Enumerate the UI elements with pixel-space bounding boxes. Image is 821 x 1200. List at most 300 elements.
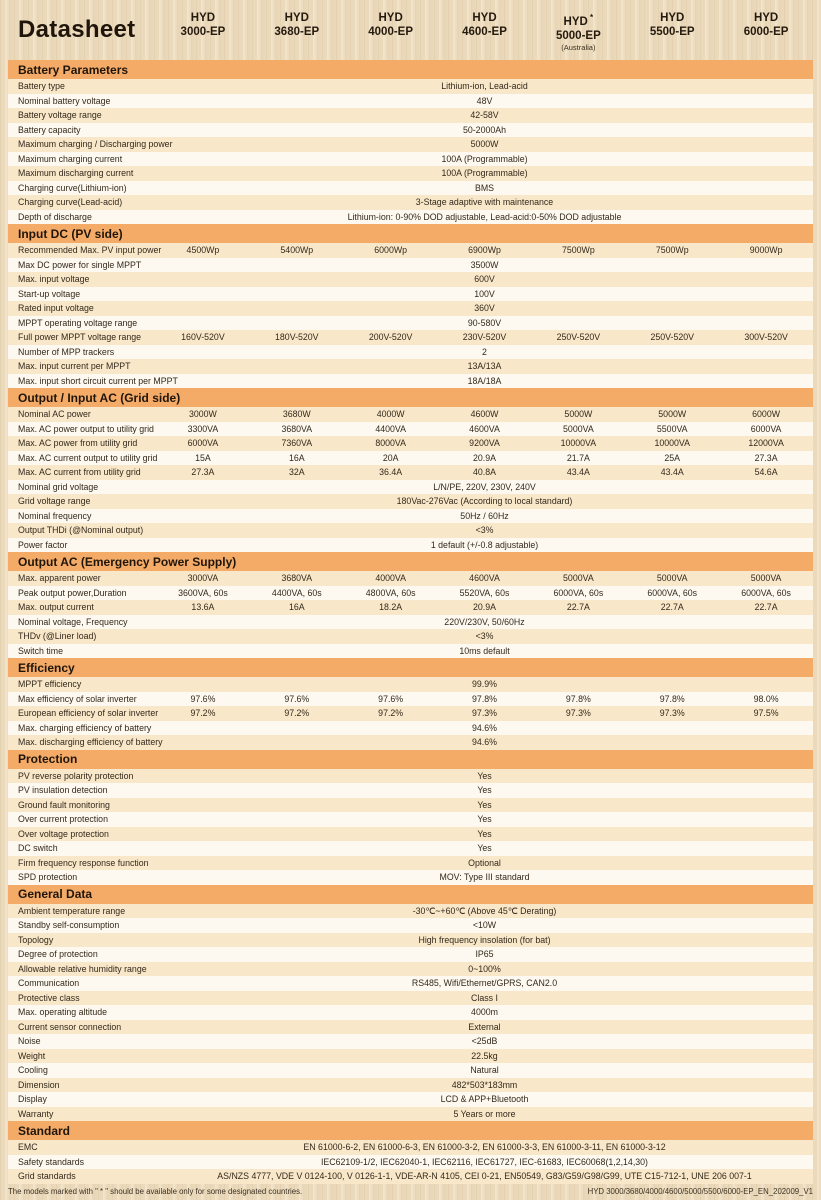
- spec-row: [8, 330, 813, 345]
- spec-label: Battery capacity: [18, 124, 81, 135]
- spec-value: <3%: [475, 631, 494, 642]
- spec-label: Cooling: [18, 1065, 48, 1076]
- spec-value: 200V-520V: [368, 332, 413, 343]
- spec-label: Warranty: [18, 1108, 54, 1119]
- spec-value: 48V: [476, 95, 493, 106]
- spec-row: [8, 629, 813, 644]
- spec-value: 5000VA: [750, 573, 782, 584]
- spec-value: 6000VA: [187, 438, 219, 449]
- spec-row: [8, 1020, 813, 1035]
- spec-row: [8, 1063, 813, 1078]
- spec-value: Natural: [470, 1065, 499, 1076]
- spec-label: Recommended Max. PV input power: [18, 245, 162, 256]
- spec-row: [8, 991, 813, 1006]
- spec-values: [156, 525, 813, 535]
- model-name: HYD: [378, 12, 403, 24]
- spec-label: Number of MPP trackers: [18, 346, 115, 357]
- spec-value: IP65: [475, 949, 494, 960]
- spec-value: 18.2A: [379, 602, 403, 613]
- model-name: HYD: [190, 12, 216, 24]
- spec-label: Maximum discharging current: [18, 168, 134, 179]
- spec-values: [156, 737, 813, 747]
- spec-values: [156, 708, 813, 718]
- spec-value: External: [468, 1021, 501, 1032]
- spec-value: 22.7A: [754, 602, 778, 613]
- spec-value: 1 default (+/-0.8 adjustable): [430, 539, 539, 550]
- spec-label: Nominal grid voltage: [18, 481, 99, 492]
- spec-values: [156, 511, 813, 521]
- spec-row: [8, 137, 813, 152]
- section-title: Input DC (PV side): [8, 224, 813, 243]
- spec-value: 4600W: [470, 409, 499, 420]
- spec-value: 90-580V: [467, 317, 502, 328]
- model-column-6000-ep: [719, 0, 813, 60]
- spec-values: [156, 1051, 813, 1061]
- spec-value: 9000Wp: [749, 245, 783, 256]
- spec-values: [156, 573, 813, 583]
- spec-value: 27.3A: [754, 452, 778, 463]
- spec-label: Max. output current: [18, 602, 94, 613]
- spec-row: [8, 1005, 813, 1020]
- spec-row: [8, 509, 813, 524]
- spec-values: [156, 723, 813, 733]
- spec-value: 4000W: [376, 409, 405, 420]
- model-number: 4600-EP: [462, 26, 507, 38]
- spec-label: Nominal battery voltage: [18, 95, 111, 106]
- spec-value: 97.8%: [472, 693, 497, 704]
- spec-value: 4800VA, 60s: [365, 587, 416, 598]
- spec-values: [156, 1142, 813, 1152]
- spec-label: Current sensor connection: [18, 1021, 122, 1032]
- spec-values: [156, 197, 813, 207]
- spec-label: Over current protection: [18, 814, 108, 825]
- section-title: Efficiency: [8, 658, 813, 677]
- spec-values: [156, 978, 813, 988]
- spec-value: 3680VA: [281, 423, 313, 434]
- page-footer: [8, 1184, 813, 1200]
- spec-values: [156, 785, 813, 795]
- spec-label: Weight: [18, 1050, 46, 1061]
- spec-value: 5000W: [658, 409, 687, 420]
- page-title: Datasheet: [18, 16, 136, 43]
- spec-value: 50Hz / 60Hz: [460, 510, 509, 521]
- spec-row: [8, 1140, 813, 1155]
- model-number: 4000-EP: [368, 26, 414, 38]
- spec-label: MPPT efficiency: [18, 679, 82, 690]
- spec-value: 6000VA, 60s: [647, 587, 698, 598]
- spec-values: [156, 438, 813, 448]
- spec-value: 5000VA: [656, 573, 688, 584]
- spec-values: [156, 906, 813, 916]
- spec-values: [156, 154, 813, 164]
- section-efficiency: [8, 658, 813, 750]
- spec-value: 43.4A: [566, 467, 590, 478]
- spec-table: [8, 60, 813, 1184]
- spec-label: Degree of protection: [18, 949, 98, 960]
- spec-values: [156, 347, 813, 357]
- spec-value: 13.6A: [191, 602, 215, 613]
- section-output-input-ac-grid-side: [8, 388, 813, 552]
- spec-row: [8, 166, 813, 181]
- spec-value: 100A (Programmable): [441, 153, 528, 164]
- section-protection: [8, 750, 813, 885]
- spec-label: Display: [18, 1094, 47, 1105]
- spec-value: 3300VA: [187, 423, 219, 434]
- spec-row: [8, 769, 813, 784]
- section-title: Standard: [8, 1121, 813, 1140]
- spec-value: 97.3%: [659, 708, 685, 719]
- spec-row: [8, 523, 813, 538]
- spec-values: [156, 631, 813, 641]
- spec-value: 25A: [664, 452, 681, 463]
- spec-value: 7500Wp: [561, 245, 595, 256]
- spec-label: Max DC power for single MPPT: [18, 259, 142, 270]
- spec-value: 54.6A: [754, 467, 778, 478]
- model-column-5000-ep: [531, 0, 625, 60]
- spec-row: [8, 210, 813, 225]
- spec-value: -30℃~+60℃ (Above 45℃ Derating): [412, 905, 557, 916]
- spec-value: 10000VA: [560, 438, 597, 449]
- spec-row: [8, 812, 813, 827]
- spec-values: [156, 540, 813, 550]
- spec-row: [8, 947, 813, 962]
- spec-label: Protective class: [18, 992, 80, 1003]
- spec-row: [8, 123, 813, 138]
- spec-label: PV insulation detection: [18, 785, 108, 796]
- spec-row: [8, 721, 813, 736]
- spec-value: 27.3A: [191, 467, 215, 478]
- spec-value: 20A: [382, 452, 399, 463]
- spec-value: 2: [482, 346, 487, 357]
- spec-value: 6000W: [752, 409, 781, 420]
- spec-value: 20.9A: [473, 452, 496, 463]
- spec-row: [8, 962, 813, 977]
- spec-value: Yes: [477, 799, 492, 810]
- spec-value: 6900Wp: [468, 245, 501, 256]
- spec-value: 160V-520V: [181, 332, 225, 343]
- spec-values: [156, 125, 813, 135]
- section-standard: [8, 1121, 813, 1184]
- spec-value: 6000VA: [750, 423, 782, 434]
- spec-label: Full power MPPT voltage range: [18, 332, 142, 343]
- spec-values: [156, 260, 813, 270]
- spec-value: Class I: [471, 992, 498, 1003]
- spec-values: [156, 1007, 813, 1017]
- spec-label: Noise: [18, 1036, 41, 1047]
- spec-row: [8, 465, 813, 480]
- spec-value: MOV: Type III standard: [439, 872, 530, 883]
- spec-row: [8, 783, 813, 798]
- spec-row: [8, 918, 813, 933]
- spec-values: [156, 588, 813, 598]
- spec-value: AS/NZS 4777, VDE V 0124-100, V 0126-1-1, VDE-AR-N 4105, CEI 0-21, EN50549, G83/G59/G98/G99, UTE C15-712-1, UNE 206 007-1: [217, 1171, 752, 1182]
- model-name: HYD: [753, 12, 779, 24]
- spec-values: [156, 1022, 813, 1032]
- spec-value: 13A/13A: [467, 361, 502, 372]
- spec-values: [156, 453, 813, 463]
- spec-value: BMS: [474, 182, 495, 193]
- spec-value: 9200VA: [469, 438, 500, 449]
- spec-label: Start-up voltage: [18, 288, 81, 299]
- spec-label: Over voltage protection: [18, 828, 109, 839]
- spec-row: [8, 586, 813, 601]
- spec-values: [156, 1094, 813, 1104]
- spec-value: 4400VA, 60s: [271, 587, 322, 598]
- spec-label: Max. charging efficiency of battery: [18, 722, 152, 733]
- spec-value: Optional: [468, 857, 501, 868]
- spec-value: 3-Stage adaptive with maintenance: [415, 197, 554, 208]
- spec-value: 4000m: [471, 1007, 498, 1018]
- spec-values: [156, 1109, 813, 1119]
- spec-value: 5000VA: [563, 573, 594, 584]
- spec-label: Max. AC power output to utility grid: [18, 423, 154, 434]
- spec-value: Yes: [477, 785, 492, 796]
- model-number: 3680-EP: [274, 26, 320, 38]
- spec-values: [156, 361, 813, 371]
- spec-value: 3500W: [470, 259, 499, 270]
- spec-value: 10000VA: [654, 438, 690, 449]
- spec-values: [156, 274, 813, 284]
- spec-row: [8, 827, 813, 842]
- spec-values: [156, 1065, 813, 1075]
- spec-row: [8, 422, 813, 437]
- spec-row: [8, 258, 813, 273]
- spec-row: [8, 152, 813, 167]
- spec-row: [8, 79, 813, 94]
- spec-values: [156, 168, 813, 178]
- spec-row: [8, 181, 813, 196]
- spec-row: [8, 108, 813, 123]
- spec-row: [8, 374, 813, 389]
- model-name: HYD *: [563, 13, 594, 28]
- spec-label: Maximum charging current: [18, 153, 123, 164]
- spec-value: Yes: [477, 828, 492, 839]
- spec-row: [8, 870, 813, 885]
- model-number: 3000-EP: [180, 26, 226, 38]
- spec-label: Nominal frequency: [18, 510, 92, 521]
- spec-values: [156, 858, 813, 868]
- spec-label: Communication: [18, 978, 80, 989]
- spec-value: 32A: [288, 467, 305, 478]
- spec-label: Max. apparent power: [18, 573, 101, 584]
- spec-value: 4600VA: [469, 573, 500, 584]
- section-input-dc-pv-side: [8, 224, 813, 388]
- model-column-3680-ep: [250, 0, 344, 60]
- spec-values: [156, 183, 813, 193]
- spec-values: [156, 679, 813, 689]
- section-general-data: [8, 885, 813, 1122]
- spec-value: Lithium-ion, Lead-acid: [441, 81, 528, 92]
- spec-row: [8, 1034, 813, 1049]
- spec-row: [8, 94, 813, 109]
- spec-value: 99.9%: [472, 679, 497, 690]
- spec-row: [8, 933, 813, 948]
- model-note: (Australia): [561, 42, 596, 52]
- spec-row: [8, 677, 813, 692]
- spec-values: [156, 964, 813, 974]
- spec-value: 5400Wp: [280, 245, 314, 256]
- spec-value: 97.3%: [472, 708, 497, 719]
- spec-value: 3000VA: [187, 573, 219, 584]
- spec-row: [8, 1169, 813, 1184]
- spec-label: EMC: [18, 1142, 38, 1153]
- spec-value: 97.8%: [565, 693, 591, 704]
- spec-label: Grid standards: [18, 1171, 76, 1182]
- spec-value: 22.7A: [660, 602, 684, 613]
- spec-label: Allowable relative humidity range: [18, 963, 147, 974]
- spec-label: Dimension: [18, 1079, 60, 1090]
- spec-label: Max. discharging efficiency of battery: [18, 737, 163, 748]
- spec-label: Max. input current per MPPT: [18, 361, 131, 372]
- spec-row: [8, 407, 813, 422]
- spec-values: [156, 694, 813, 704]
- spec-value: Yes: [477, 770, 492, 781]
- spec-label: Max. AC current from utility grid: [18, 467, 141, 478]
- spec-value: 94.6%: [472, 737, 497, 748]
- spec-row: [8, 436, 813, 451]
- spec-value: 230V-520V: [462, 332, 507, 343]
- spec-value: 8000VA: [375, 438, 406, 449]
- spec-row: [8, 1107, 813, 1122]
- spec-values: [156, 332, 813, 342]
- spec-value: 97.2%: [284, 708, 310, 719]
- spec-value: 300V-520V: [744, 332, 788, 343]
- spec-value: <3%: [475, 525, 494, 536]
- spec-value: 6000VA, 60s: [553, 587, 604, 598]
- spec-value: 4500Wp: [186, 245, 220, 256]
- spec-row: [8, 538, 813, 553]
- spec-row: [8, 692, 813, 707]
- spec-label: Max. operating altitude: [18, 1007, 107, 1018]
- spec-label: Ambient temperature range: [18, 905, 126, 916]
- spec-row: [8, 904, 813, 919]
- spec-value: 5520VA, 60s: [459, 587, 510, 598]
- spec-value: 97.3%: [565, 708, 591, 719]
- spec-value: 180V-520V: [275, 332, 319, 343]
- spec-value: 0~100%: [468, 963, 501, 974]
- spec-value: 22.5kg: [471, 1050, 498, 1061]
- spec-label: Standby self-consumption: [18, 920, 120, 931]
- spec-row: [8, 195, 813, 210]
- spec-label: Firm frequency response function: [18, 857, 149, 868]
- spec-value: 20.9A: [473, 602, 496, 613]
- spec-value: 4400VA: [375, 423, 406, 434]
- spec-values: [156, 318, 813, 328]
- spec-value: 220V/230V, 50/60Hz: [444, 616, 525, 627]
- spec-values: [156, 814, 813, 824]
- spec-values: [156, 467, 813, 477]
- spec-values: [156, 771, 813, 781]
- spec-values: [156, 303, 813, 313]
- spec-value: 12000VA: [748, 438, 784, 449]
- spec-value: 97.6%: [190, 693, 216, 704]
- spec-value: 18A/18A: [467, 375, 502, 386]
- section-title: Protection: [8, 750, 813, 769]
- spec-values: [156, 843, 813, 853]
- spec-value: 482*503*183mm: [451, 1079, 518, 1090]
- spec-row: [8, 615, 813, 630]
- spec-value: 16A: [288, 602, 305, 613]
- spec-value: 10ms default: [459, 645, 510, 656]
- spec-values: [156, 646, 813, 656]
- spec-row: [8, 856, 813, 871]
- spec-value: 97.6%: [378, 693, 404, 704]
- spec-values: [156, 1171, 813, 1181]
- spec-value: 250V-520V: [650, 332, 694, 343]
- spec-value: 98.0%: [753, 693, 779, 704]
- spec-row: [8, 1078, 813, 1093]
- spec-values: [156, 949, 813, 959]
- spec-label: Ground fault monitoring: [18, 799, 110, 810]
- spec-value: 5000W: [564, 409, 593, 420]
- section-title: Output / Input AC (Grid side): [8, 388, 813, 407]
- spec-label: Battery voltage range: [18, 110, 102, 121]
- spec-label: PV reverse polarity protection: [18, 770, 134, 781]
- spec-values: [156, 139, 813, 149]
- spec-value: 7360VA: [281, 438, 313, 449]
- spec-value: 3680VA: [281, 573, 313, 584]
- spec-label: Depth of discharge: [18, 211, 92, 222]
- spec-value: 6000Wp: [374, 245, 408, 256]
- spec-value: High frequency insolation (for bat): [418, 934, 551, 945]
- spec-row: [8, 1155, 813, 1170]
- spec-value: 97.8%: [659, 693, 685, 704]
- spec-value: IEC62109-1/2, IEC62040-1, IEC62116, IEC61727, IEC-61683, IEC60068(1,2,14,30): [320, 1156, 648, 1167]
- spec-value: 16A: [288, 452, 305, 463]
- spec-values: [156, 617, 813, 627]
- spec-value: EN 61000-6-2, EN 61000-6-3, EN 61000-3-2, EN 61000-3-3, EN 61000-3-11, EN 61000-3-12: [303, 1142, 666, 1153]
- spec-value: 15A: [195, 452, 211, 463]
- model-columns: [156, 0, 813, 60]
- spec-value: LCD & APP+Bluetooth: [440, 1094, 529, 1105]
- spec-values: [156, 289, 813, 299]
- spec-row: [8, 287, 813, 302]
- spec-values: [156, 96, 813, 106]
- spec-label: Topology: [18, 934, 54, 945]
- spec-value: L/N/PE, 220V, 230V, 240V: [433, 481, 536, 492]
- model-number: 5500-EP: [649, 26, 695, 38]
- spec-row: [8, 494, 813, 509]
- spec-label: Charging curve(Lead-acid): [18, 197, 123, 208]
- model-number: 5000-EP: [555, 29, 601, 42]
- spec-value: 5000W: [470, 139, 499, 150]
- spec-value: 21.7A: [566, 452, 590, 463]
- spec-row: [8, 735, 813, 750]
- spec-label: THDv (@Liner load): [18, 631, 97, 642]
- spec-value: 6000VA, 60s: [741, 587, 791, 598]
- spec-row: [8, 480, 813, 495]
- spec-value: 43.4A: [660, 467, 684, 478]
- spec-row: [8, 600, 813, 615]
- spec-row: [8, 243, 813, 258]
- model-column-3000-ep: [156, 0, 250, 60]
- spec-label: Nominal voltage, Frequency: [18, 616, 128, 627]
- spec-row: [8, 976, 813, 991]
- spec-values: [156, 1036, 813, 1046]
- page-header: [0, 0, 821, 60]
- spec-row: [8, 316, 813, 331]
- spec-label: Max. input voltage: [18, 274, 90, 285]
- spec-label: MPPT operating voltage range: [18, 317, 138, 328]
- spec-values: [156, 800, 813, 810]
- footnote: The models marked with " * " should be available only for some designated countries.: [8, 1187, 303, 1196]
- spec-value: 97.2%: [378, 708, 404, 719]
- spec-value: Yes: [477, 843, 492, 854]
- asterisk-mark: *: [587, 13, 594, 22]
- spec-values: [156, 245, 813, 255]
- spec-values: [156, 482, 813, 492]
- spec-label: Peak output power,Duration: [18, 587, 127, 598]
